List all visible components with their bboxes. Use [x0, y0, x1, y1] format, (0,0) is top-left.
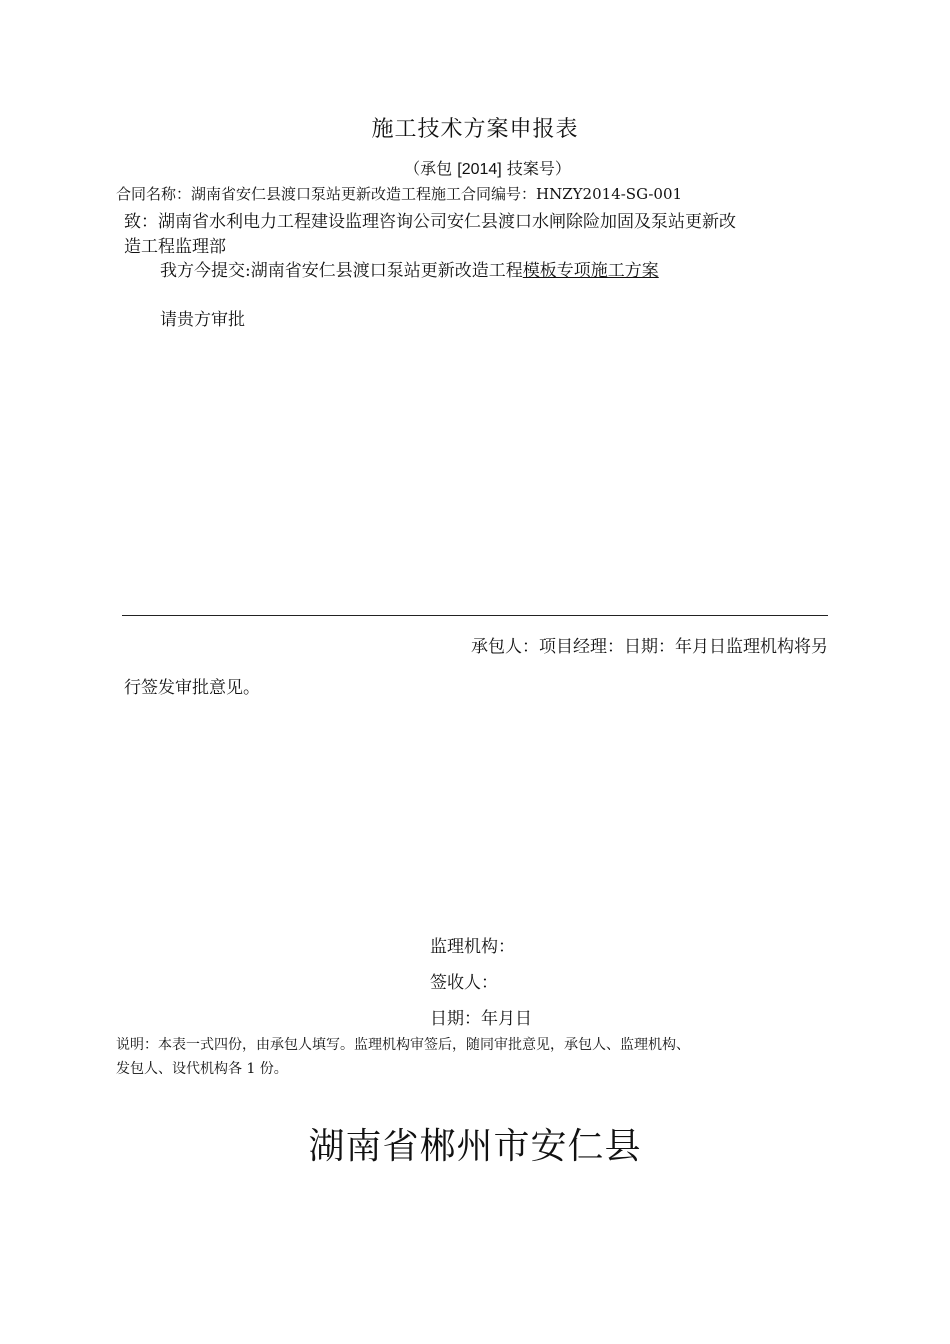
submission-plan-name: 模板专项施工方案 — [522, 261, 659, 281]
form-code-prefix: （承包 — [404, 159, 453, 178]
form-code-suffix: 技案号） — [506, 159, 571, 178]
approval-request: 请贵方审批 — [160, 310, 245, 330]
supervisor-date: 日期：年月日 — [430, 1009, 532, 1029]
submission-line — [160, 256, 659, 281]
form-code — [0, 156, 950, 179]
note-line-1: 说明：本表一式四份，由承包人填写。监理机构审签后，随同审批意见，承包人、监理机构、 — [116, 1037, 690, 1053]
recipient-line-1: 致：湖南省水利电力工程建设监理咨询公司安仁县渡口水闸除险加固及泵站更新改 — [124, 212, 736, 232]
recipient-line-2: 造工程监理部 — [124, 237, 226, 257]
contract-label: 合同名称： — [116, 185, 192, 203]
form-title: 施工技术方案申报表 — [371, 117, 579, 142]
section-divider — [122, 615, 828, 616]
submission-prefix: 我方今提交:湖南省安仁县渡口泵站更新改造工程 — [160, 261, 523, 281]
contractor-sign-line: 承包人：项目经理：日期：年月日监理机构将另 — [471, 637, 828, 657]
supervisor-receiver: 签收人： — [430, 973, 498, 993]
form-code-year: [2014] — [457, 161, 502, 178]
note-line-2: 发包人、设代机构各 1 份。 — [116, 1061, 288, 1077]
contract-name: 湖南省安仁县渡口泵站更新改造工程施工合同编号： — [191, 185, 537, 203]
footer-location: 湖南省郴州市安仁县 — [308, 1126, 642, 1167]
approval-opinion-line: 行签发审批意见。 — [124, 678, 260, 698]
contract-number: HNZY2014-SG-001 — [536, 185, 683, 203]
contract-line — [116, 183, 682, 204]
supervisor-org: 监理机构： — [430, 937, 515, 957]
